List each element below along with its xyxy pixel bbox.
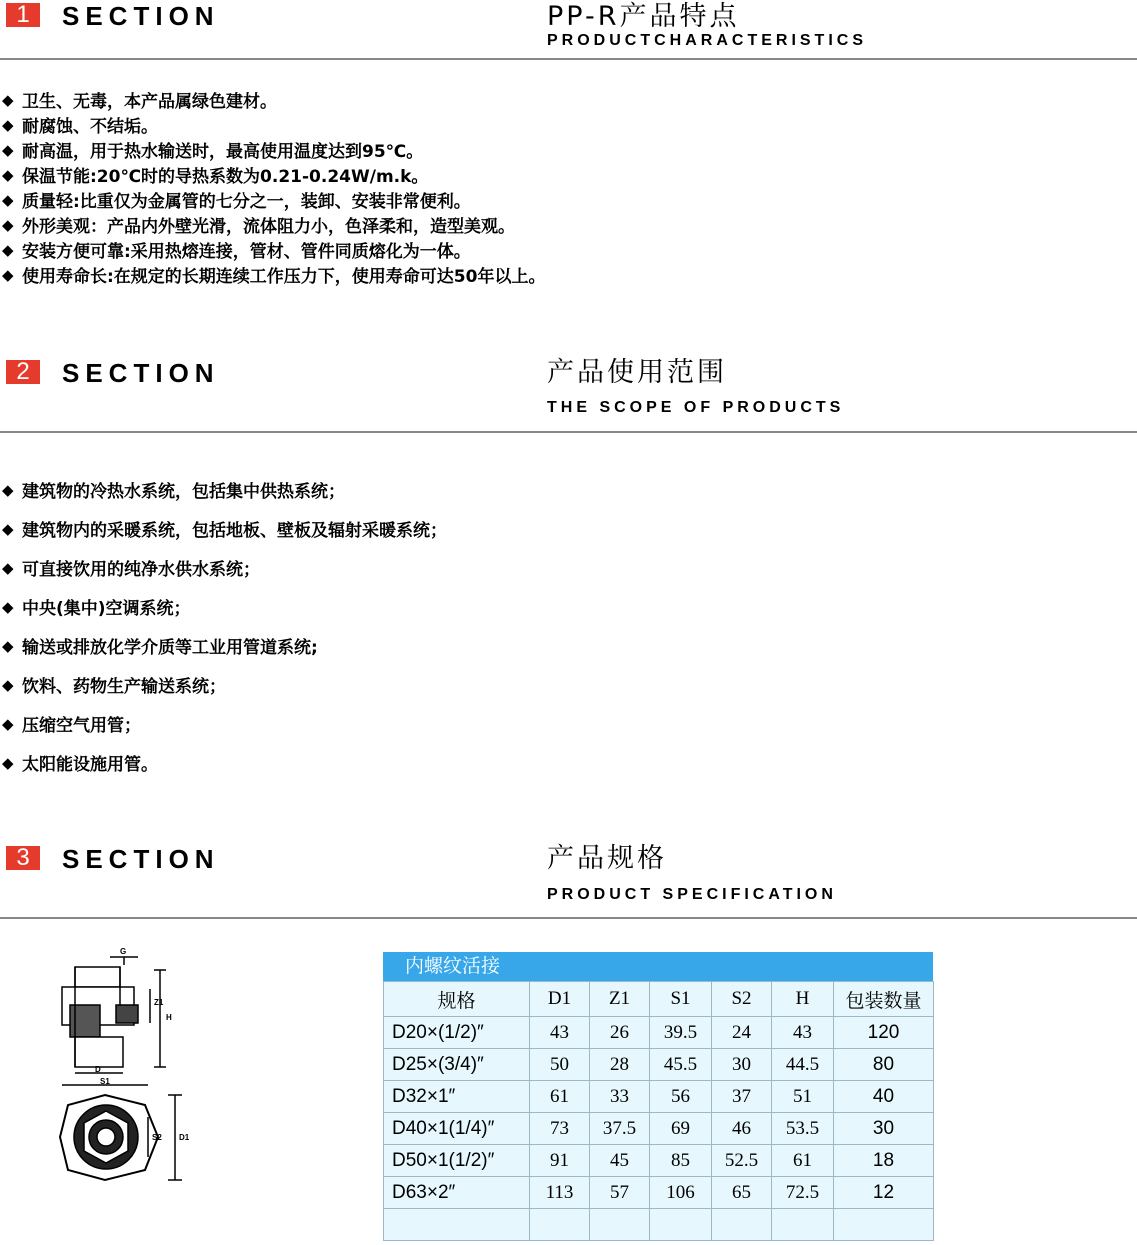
spec-table <box>383 952 933 1241</box>
list-item-text: 卫生、无毒，本产品属绿色建材。 <box>22 92 277 112</box>
table-cell <box>384 1209 530 1241</box>
diamond-bullet-icon: ◆ <box>2 636 14 655</box>
table-cell: 120 <box>834 1017 934 1049</box>
table-cell: D32×1″ <box>384 1081 530 1113</box>
table-cell: 65 <box>712 1177 772 1209</box>
table-cell <box>530 1209 590 1241</box>
table-cell: 28 <box>590 1049 650 1081</box>
table-cell: 91 <box>530 1145 590 1177</box>
divider <box>0 58 1137 60</box>
section-number: 3 <box>6 846 40 870</box>
list-item-text: 耐高温，用于热水输送时，最高使用温度达到95℃。 <box>22 142 424 162</box>
col-header: 规格 <box>384 982 530 1017</box>
list-item <box>2 237 545 262</box>
table-cell: 52.5 <box>712 1145 772 1177</box>
table-cell: D40×1(1/4)″ <box>384 1113 530 1145</box>
list-item-text: 饮料、药物生产输送系统； <box>22 677 226 697</box>
table-cell: D25×(3/4)″ <box>384 1049 530 1081</box>
table-cell: 113 <box>530 1177 590 1209</box>
section-title-en: THE SCOPE OF PRODUCTS <box>547 399 845 416</box>
diamond-bullet-icon: ◆ <box>2 190 14 209</box>
table-header-row <box>384 982 934 1017</box>
list-item-text: 输送或排放化学介质等工业用管道系统; <box>22 638 318 658</box>
feature-list <box>2 87 545 287</box>
list-item <box>2 626 447 665</box>
list-item <box>2 162 545 187</box>
table-cell: 37 <box>712 1081 772 1113</box>
table-row <box>384 1049 934 1081</box>
section-label: SECTION <box>62 1 220 31</box>
table-cell <box>590 1209 650 1241</box>
col-header: H <box>772 982 834 1017</box>
list-item-text: 建筑物内的采暖系统，包括地板、壁板及辐射采暖系统； <box>22 521 447 541</box>
diamond-bullet-icon: ◆ <box>2 90 14 109</box>
table-cell: 61 <box>772 1145 834 1177</box>
list-item <box>2 704 447 743</box>
drawing-label-d: D <box>95 1065 101 1074</box>
table-cell: 106 <box>650 1177 712 1209</box>
diamond-bullet-icon: ◆ <box>2 597 14 616</box>
col-header: Z1 <box>590 982 650 1017</box>
list-item <box>2 665 447 704</box>
list-item-text: 可直接饮用的纯净水供水系统； <box>22 560 260 580</box>
list-item-text: 使用寿命长:在规定的长期连续工作压力下，使用寿命可达50年以上。 <box>22 267 546 287</box>
table-cell: 33 <box>590 1081 650 1113</box>
table-cell: 44.5 <box>772 1049 834 1081</box>
table-cell: D50×1(1/2)″ <box>384 1145 530 1177</box>
section-label: SECTION <box>62 358 220 388</box>
table-row <box>384 1209 934 1241</box>
diamond-bullet-icon: ◆ <box>2 558 14 577</box>
table-cell: 26 <box>590 1017 650 1049</box>
diamond-bullet-icon: ◆ <box>2 480 14 499</box>
table-row <box>384 1017 934 1049</box>
list-item <box>2 87 545 112</box>
divider <box>0 431 1137 433</box>
table-cell: 12 <box>834 1177 934 1209</box>
list-item <box>2 470 447 509</box>
diamond-bullet-icon: ◆ <box>2 240 14 259</box>
table-cell: 43 <box>772 1017 834 1049</box>
list-item-text: 保温节能:20℃时的导热系数为0.21-0.24W/m.k。 <box>22 167 429 187</box>
list-item <box>2 137 545 162</box>
section-number: 1 <box>6 3 40 27</box>
table-cell: 69 <box>650 1113 712 1145</box>
list-item <box>2 743 447 782</box>
list-item <box>2 187 545 212</box>
list-item <box>2 112 545 137</box>
diamond-bullet-icon: ◆ <box>2 215 14 234</box>
list-item-text: 中央(集中)空调系统； <box>22 599 191 619</box>
scope-list <box>2 470 447 782</box>
table-cell: 30 <box>712 1049 772 1081</box>
list-item-text: 太阳能设施用管。 <box>22 755 158 775</box>
drawing-label-g: G <box>120 947 127 956</box>
table-cell: 73 <box>530 1113 590 1145</box>
diamond-bullet-icon: ◆ <box>2 714 14 733</box>
diamond-bullet-icon: ◆ <box>2 753 14 772</box>
list-item <box>2 262 545 287</box>
drawing-label-s2: S2 <box>152 1133 162 1142</box>
list-item-text: 质量轻:比重仅为金属管的七分之一，装卸、安装非常便利。 <box>22 192 471 212</box>
col-header: 包装数量 <box>834 982 934 1017</box>
diamond-bullet-icon: ◆ <box>2 265 14 284</box>
table-cell: D20×(1/2)″ <box>384 1017 530 1049</box>
table-cell: 37.5 <box>590 1113 650 1145</box>
list-item-text: 建筑物的冷热水系统，包括集中供热系统； <box>22 482 345 502</box>
table-cell <box>834 1209 934 1241</box>
list-item <box>2 509 447 548</box>
table-cell: 51 <box>772 1081 834 1113</box>
table-cell: 57 <box>590 1177 650 1209</box>
section-title-cn: 产品规格 <box>547 843 667 874</box>
diamond-bullet-icon: ◆ <box>2 140 14 159</box>
table-cell: 30 <box>834 1113 934 1145</box>
drawing-label-s1: S1 <box>100 1077 110 1086</box>
list-item-text: 耐腐蚀、不结垢。 <box>22 117 158 137</box>
col-header: S2 <box>712 982 772 1017</box>
table-title: 内螺纹活接 <box>383 952 933 981</box>
table-cell <box>650 1209 712 1241</box>
table-cell: 56 <box>650 1081 712 1113</box>
drawing-label-z1: Z1 <box>154 998 164 1007</box>
list-item <box>2 212 545 237</box>
drawing-label-h: H <box>166 1013 172 1022</box>
section-title-en: PRODUCT SPECIFICATION <box>547 886 837 903</box>
list-item-text: 压缩空气用管； <box>22 716 141 736</box>
table-cell: 85 <box>650 1145 712 1177</box>
table-row <box>384 1081 934 1113</box>
table-cell <box>712 1209 772 1241</box>
table-cell: 40 <box>834 1081 934 1113</box>
table-cell: 50 <box>530 1049 590 1081</box>
list-item <box>2 587 447 626</box>
list-item-text: 安装方便可靠:采用热熔连接，管材、管件同质熔化为一体。 <box>22 242 471 262</box>
table-cell: D63×2″ <box>384 1177 530 1209</box>
section-title-en: PRODUCTCHARACTERISTICS <box>547 32 867 49</box>
section-label: SECTION <box>62 844 220 874</box>
divider <box>0 917 1137 919</box>
table-cell <box>772 1209 834 1241</box>
fitting-drawing <box>40 945 200 1205</box>
drawing-label-d1: D1 <box>179 1133 190 1142</box>
col-header: S1 <box>650 982 712 1017</box>
table-cell: 61 <box>530 1081 590 1113</box>
list-item-text: 外形美观：产品内外壁光滑，流体阻力小，色泽柔和，造型美观。 <box>22 217 515 237</box>
list-item <box>2 548 447 587</box>
table-cell: 46 <box>712 1113 772 1145</box>
table-cell: 43 <box>530 1017 590 1049</box>
diamond-bullet-icon: ◆ <box>2 165 14 184</box>
section-title-cn: 产品使用范围 <box>547 357 727 388</box>
table-cell: 72.5 <box>772 1177 834 1209</box>
table-cell: 39.5 <box>650 1017 712 1049</box>
spec-grid <box>383 981 934 1241</box>
table-cell: 45.5 <box>650 1049 712 1081</box>
section-title-cn: PP-R产品特点 <box>547 1 740 32</box>
table-cell: 45 <box>590 1145 650 1177</box>
table-row <box>384 1145 934 1177</box>
diamond-bullet-icon: ◆ <box>2 675 14 694</box>
table-row <box>384 1177 934 1209</box>
table-cell: 24 <box>712 1017 772 1049</box>
table-cell: 53.5 <box>772 1113 834 1145</box>
table-cell: 18 <box>834 1145 934 1177</box>
diamond-bullet-icon: ◆ <box>2 519 14 538</box>
section-number: 2 <box>6 360 40 384</box>
table-cell: 80 <box>834 1049 934 1081</box>
col-header: D1 <box>530 982 590 1017</box>
table-row <box>384 1113 934 1145</box>
diamond-bullet-icon: ◆ <box>2 115 14 134</box>
